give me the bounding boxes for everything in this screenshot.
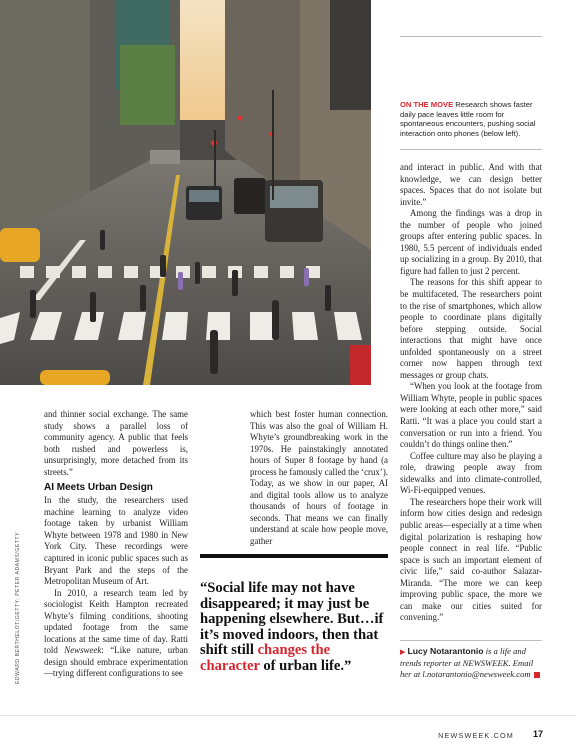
caption-rule xyxy=(400,149,542,150)
page-number: 17 xyxy=(532,729,543,739)
paragraph: In 2010, a research team led by sociologist Keith Hampton recreated Whyte’s filming conditions, shooting updated footage from the same locations at the same time of day. Ratti told Newsweek: “Like nature, urban design should embrace experimentation—trying different configurations to see xyxy=(44,587,188,679)
section-heading: AI Meets Urban Design xyxy=(44,482,153,494)
paragraph: Coffee culture may also be playing a role, drawing people away from sidewalks and into climate-controlled, Wi-Fi-equipped venues. xyxy=(400,450,542,496)
paragraph: The reasons for this shift appear to be multifaceted. The researchers point to the rise of smartphones, which allow people to coordinate plans digitally before stepping outside. Social interactions that might have once unfolded spontaneously on a street corner now happen through text messages or group chats. xyxy=(400,277,542,380)
pull-quote-highlight: changes the character xyxy=(200,642,331,674)
top-rule xyxy=(400,36,542,37)
paragraph: “When you look at the footage from William Whyte, people in public spaces were looking at each other more,” said Ratti. “It was a place you could start a conversation or run into a friend. You couldn’t do things online then.” xyxy=(400,381,542,450)
pull-quote-bar xyxy=(200,554,388,558)
author-bio: ▶ Lucy Notarantonio is a life and trends reporter at NEWSWEEK. Email her at l.notarantonio@newsweek.com xyxy=(400,646,542,680)
footer-site: NEWSWEEK.COM xyxy=(438,731,514,740)
arrow-icon: ▶ xyxy=(400,648,406,656)
street-photo xyxy=(0,0,371,385)
footer-rule xyxy=(0,715,576,716)
article-column-1 xyxy=(44,409,188,680)
publication-name: Newsweek xyxy=(64,645,102,656)
pull-quote: “Social life may not have disappeared; it may just be happening elsewhere. But…if it’s moved indoors, then that shift still changes the character of urban life.” xyxy=(200,580,384,674)
photo-credit: EDWARD BERTHELOT/GETTY; PETER ADAMS/GETTY xyxy=(15,531,21,684)
caption-lead: ON THE MOVE xyxy=(400,100,454,109)
paragraph: Among the findings was a drop in the number of people who joined groups after entering public spaces. In 1980, 5.5 percent of individuals ended up socializing in a group. By 2010, that figure had fallen to just 2 percent. xyxy=(400,208,542,276)
paragraph: In the study, the researchers used machine learning to analyze video footage taken by urbanist William Whyte between 1978 and 1980 in New York City. These recordings were captured in iconic public spaces such as Bryant Park and the steps of the Metropolitan Museum of Art. xyxy=(44,495,188,587)
caption-text: Research shows faster daily pace leaves little room for spontaneous encounters, pushing social interaction onto phones (below left). xyxy=(400,100,536,138)
bio-rule xyxy=(400,640,542,641)
bio-outlet: NEWSWEEK xyxy=(462,658,509,668)
article-column-2 xyxy=(250,409,388,548)
photo-caption xyxy=(400,100,542,138)
paragraph: and interact in public. And with that knowledge, we can design better spaces. Spaces that do not isolate but invite.” xyxy=(400,162,542,207)
end-mark-icon xyxy=(534,672,540,678)
paragraph: and thinner social exchange. The same study shows a parallel loss of community agency. A public that feels both rushed and powerless is, unsurprisingly, more detached from its streets.” xyxy=(44,409,188,477)
paragraph: which best foster human connection. This was also the goal of William H. Whyte’s groundbreaking work in the 1970s. He painstakingly annotated hours of Super 8 footage by hand (a process he famously called the ‘crux’). Today, as we show in our paper, AI and digital tools allow us to analyze thousands of hours of footage in seconds. That means we can finally understand at scale how people move, gather xyxy=(250,409,389,547)
article-column-3 xyxy=(400,162,542,624)
author-name: Lucy Notarantonio xyxy=(407,646,484,656)
paragraph: The researchers hope their work will inform how cities design and redesign public areas—especially at a time when digital polarization is reshaping how people connect in real life. “Public space is such an important element of civic life,” said co-author Salazar-Miranda. “The more we can keep improving public space, the more we can make our cities suited for convening.” xyxy=(400,496,542,623)
